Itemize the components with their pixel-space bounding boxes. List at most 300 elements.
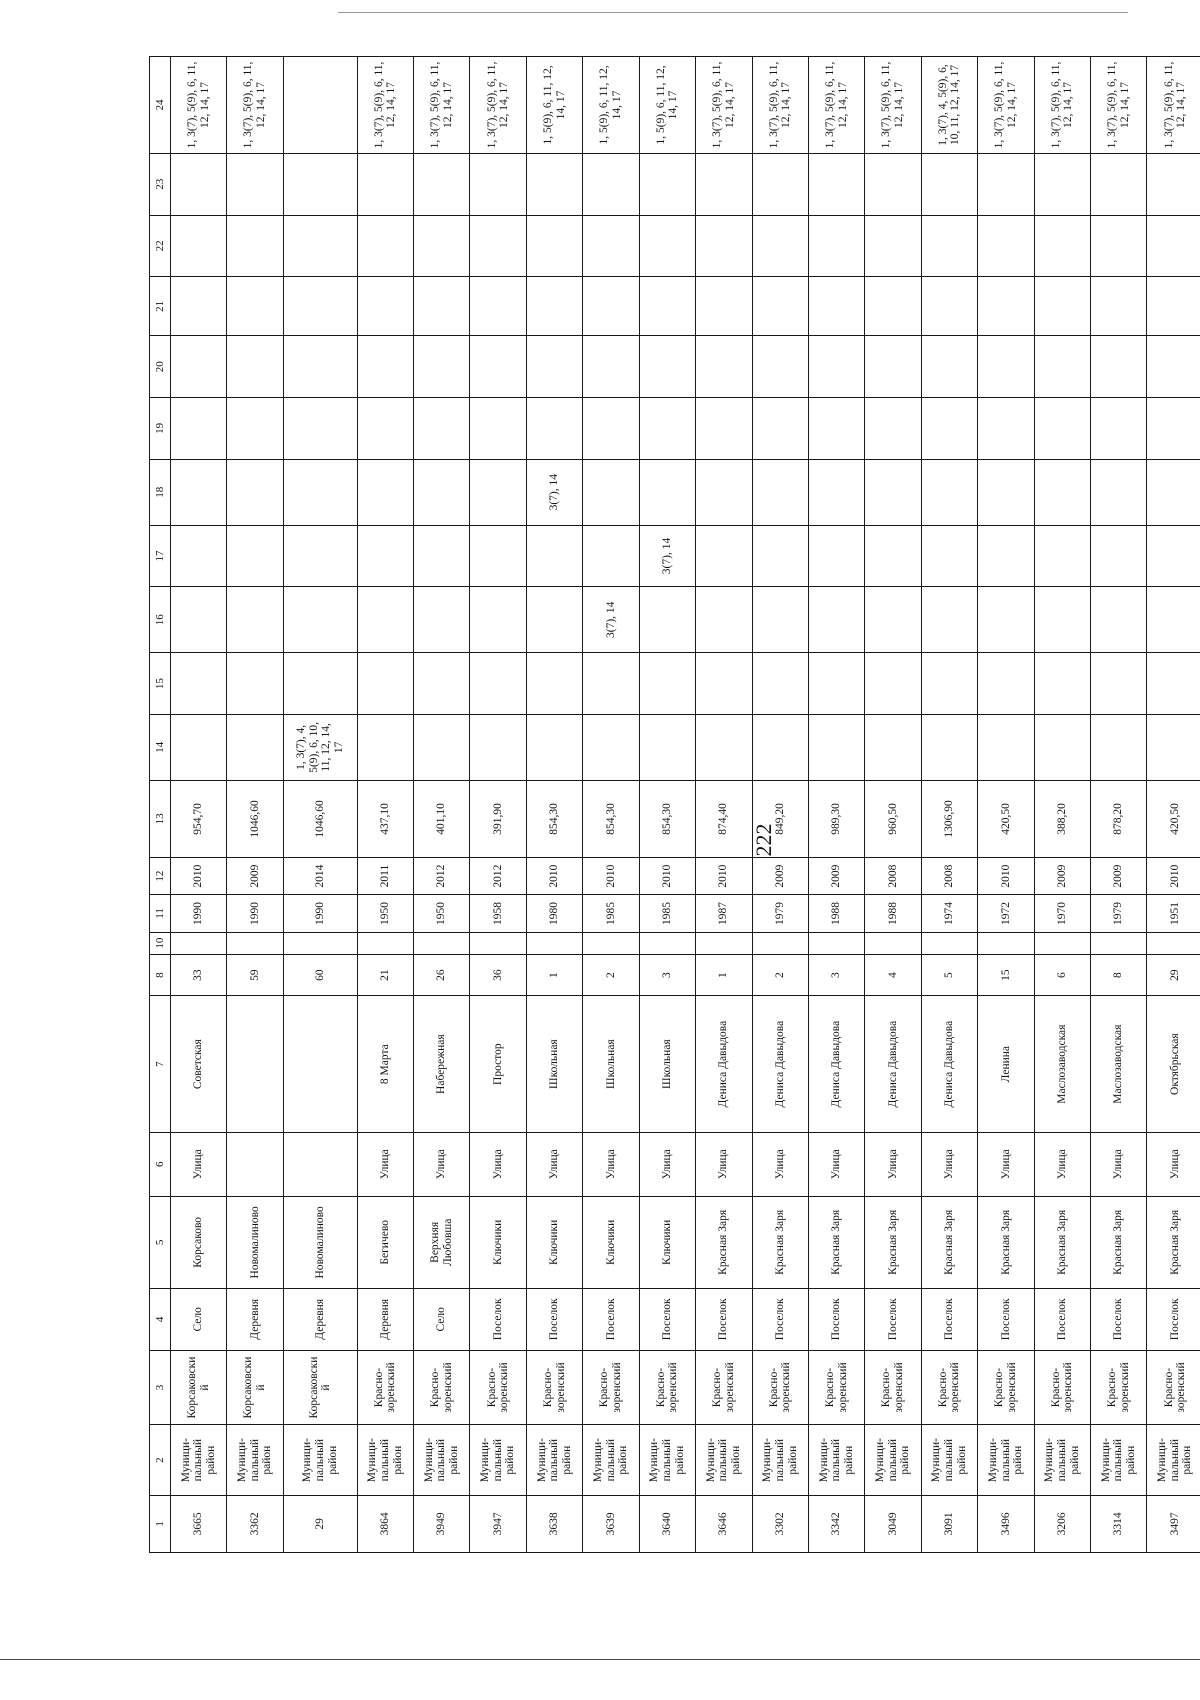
table-cell: Поселок xyxy=(526,1289,582,1351)
table-cell xyxy=(1090,336,1146,398)
table-cell xyxy=(283,525,357,587)
table-cell xyxy=(470,336,526,398)
table-cell: Муници-пальный район xyxy=(526,1425,582,1495)
table-cell: Поселок xyxy=(639,1289,695,1351)
table-cell: Улица xyxy=(752,1132,808,1196)
table-cell xyxy=(865,525,921,587)
table-cell xyxy=(696,714,752,780)
table-cell xyxy=(227,336,283,398)
table-cell xyxy=(283,215,357,277)
table-cell xyxy=(227,587,283,653)
table-cell xyxy=(639,215,695,277)
table-cell xyxy=(227,525,283,587)
table-cell: Муници-пальный район xyxy=(978,1425,1034,1495)
table-cell xyxy=(921,153,977,215)
table-cell xyxy=(696,932,752,954)
table-cell xyxy=(283,459,357,525)
table-cell: 1979 xyxy=(752,895,808,932)
table-row xyxy=(414,57,470,1553)
table-cell: Бегичево xyxy=(357,1196,413,1288)
column-header: 2 xyxy=(150,1425,171,1495)
table-cell: 1, 3(7), 5(9), 6, 11, 12, 14, 17 xyxy=(171,57,227,154)
table-cell: Красно-зоренский xyxy=(808,1350,864,1425)
table-cell xyxy=(1034,398,1090,460)
table-cell: 1958 xyxy=(470,895,526,932)
table-cell: Красная Заря xyxy=(865,1196,921,1288)
table-cell xyxy=(1090,714,1146,780)
table-cell xyxy=(171,336,227,398)
table-cell: 6 xyxy=(1034,954,1090,996)
page-number-text: 222 xyxy=(751,823,776,857)
column-header: 11 xyxy=(150,895,171,932)
table-cell: Красно-зоренский xyxy=(865,1350,921,1425)
table-cell: 2010 xyxy=(171,857,227,894)
table-cell: Корсаковский xyxy=(171,1350,227,1425)
table-cell xyxy=(1147,277,1200,336)
table-cell: Муници-пальный район xyxy=(1147,1425,1200,1495)
table-cell xyxy=(526,215,582,277)
table-cell xyxy=(921,215,977,277)
table-cell: Улица xyxy=(357,1132,413,1196)
table-cell xyxy=(583,459,639,525)
table-cell: Школьная xyxy=(526,996,582,1132)
table-cell: Поселок xyxy=(921,1289,977,1351)
table-cell xyxy=(1090,653,1146,715)
table-cell xyxy=(283,1132,357,1196)
table-cell xyxy=(171,525,227,587)
column-header: 19 xyxy=(150,398,171,460)
table-cell xyxy=(752,653,808,715)
table-cell xyxy=(865,653,921,715)
column-header: 21 xyxy=(150,277,171,336)
table-cell xyxy=(752,932,808,954)
table-cell xyxy=(357,336,413,398)
table-cell xyxy=(357,653,413,715)
table-cell: 29 xyxy=(283,1495,357,1552)
table-cell: 3342 xyxy=(808,1495,864,1552)
table-cell: 3947 xyxy=(470,1495,526,1552)
table-cell: Красно-зоренский xyxy=(1034,1350,1090,1425)
table-cell xyxy=(1147,932,1200,954)
table-cell: Корсаковский xyxy=(227,1350,283,1425)
table-cell xyxy=(808,525,864,587)
table-cell: 3362 xyxy=(227,1495,283,1552)
table-cell xyxy=(696,398,752,460)
table-cell xyxy=(583,277,639,336)
table-body xyxy=(171,57,1200,1553)
table-cell xyxy=(171,398,227,460)
table-cell xyxy=(1090,932,1146,954)
table-cell xyxy=(865,277,921,336)
table-cell xyxy=(357,525,413,587)
table-cell: Дениса Давыдова xyxy=(865,996,921,1132)
table-cell: 1990 xyxy=(171,895,227,932)
table-cell: Ключики xyxy=(583,1196,639,1288)
table-cell: Муници-пальный район xyxy=(171,1425,227,1495)
table-cell: 3091 xyxy=(921,1495,977,1552)
table-cell xyxy=(470,398,526,460)
table-cell: Муници-пальный район xyxy=(1034,1425,1090,1495)
table-cell: 2012 xyxy=(414,857,470,894)
table-cell: 1972 xyxy=(978,895,1034,932)
table-cell xyxy=(921,714,977,780)
table-cell xyxy=(865,459,921,525)
table-cell: 1, 3(7), 5(9), 6, 11, 12, 14, 17 xyxy=(357,57,413,154)
table-cell xyxy=(1034,459,1090,525)
table-cell: Красная Заря xyxy=(752,1196,808,1288)
table-cell: 1979 xyxy=(1090,895,1146,932)
table-cell xyxy=(639,459,695,525)
table-cell xyxy=(1147,653,1200,715)
table-cell: 989,30 xyxy=(808,780,864,857)
table-cell: Красно-зоренский xyxy=(583,1350,639,1425)
table-cell: 8 xyxy=(1090,954,1146,996)
table-cell: Ключики xyxy=(526,1196,582,1288)
table-cell: 1, 3(7), 5(9), 6, 11, 12, 14, 17 xyxy=(1147,57,1200,154)
table-cell: Красно-зоренский xyxy=(526,1350,582,1425)
table-cell xyxy=(171,653,227,715)
table-cell xyxy=(414,459,470,525)
column-header: 22 xyxy=(150,215,171,277)
table-cell: 1, 5(9), 6, 11, 12, 14, 17 xyxy=(526,57,582,154)
table-cell: Красно-зоренский xyxy=(752,1350,808,1425)
table-cell: 3646 xyxy=(696,1495,752,1552)
table-cell: Школьная xyxy=(639,996,695,1132)
table-cell xyxy=(978,398,1034,460)
table-cell: Поселок xyxy=(1147,1289,1200,1351)
table-cell xyxy=(1147,525,1200,587)
table-cell: 1970 xyxy=(1034,895,1090,932)
table-cell: Муници-пальный район xyxy=(227,1425,283,1495)
table-cell: Верхняя Любовша xyxy=(414,1196,470,1288)
table-cell: 1, 5(9), 6, 11, 12, 14, 17 xyxy=(583,57,639,154)
table-cell: Дениса Давыдова xyxy=(752,996,808,1132)
table-cell xyxy=(526,153,582,215)
table-cell: 1046,60 xyxy=(283,780,357,857)
table-cell xyxy=(414,336,470,398)
table-cell: 1985 xyxy=(583,895,639,932)
table-cell: Поселок xyxy=(470,1289,526,1351)
table-row xyxy=(526,57,582,1553)
table-cell xyxy=(696,153,752,215)
table-cell xyxy=(171,459,227,525)
table-cell xyxy=(1147,215,1200,277)
table-cell xyxy=(526,714,582,780)
table-cell xyxy=(752,459,808,525)
column-header: 6 xyxy=(150,1132,171,1196)
table-cell xyxy=(978,215,1034,277)
table-cell: 388,20 xyxy=(1034,780,1090,857)
table-cell xyxy=(696,336,752,398)
table-cell: 33 xyxy=(171,954,227,996)
table-cell: Дениса Давыдова xyxy=(696,996,752,1132)
table-cell xyxy=(470,653,526,715)
table-row xyxy=(1147,57,1200,1553)
table-cell: Поселок xyxy=(865,1289,921,1351)
table-row xyxy=(639,57,695,1553)
table-cell xyxy=(470,277,526,336)
table-cell: 2012 xyxy=(470,857,526,894)
table-cell: 401,10 xyxy=(414,780,470,857)
table-row xyxy=(1090,57,1146,1553)
table-cell xyxy=(470,215,526,277)
table-cell xyxy=(1090,215,1146,277)
table-cell: Улица xyxy=(808,1132,864,1196)
table-cell: Улица xyxy=(414,1132,470,1196)
table-cell xyxy=(526,653,582,715)
table-cell xyxy=(696,277,752,336)
table-cell: Ключики xyxy=(639,1196,695,1288)
table-cell: Красная Заря xyxy=(808,1196,864,1288)
table-cell: 3 xyxy=(808,954,864,996)
table-cell xyxy=(227,277,283,336)
table-cell xyxy=(227,153,283,215)
table-cell xyxy=(470,714,526,780)
table-cell: Муници-пальный район xyxy=(639,1425,695,1495)
table-cell xyxy=(1090,459,1146,525)
table-cell: Улица xyxy=(865,1132,921,1196)
table-row xyxy=(865,57,921,1553)
table-cell: 21 xyxy=(357,954,413,996)
table-cell xyxy=(171,587,227,653)
table-cell: Красно-зоренский xyxy=(639,1350,695,1425)
table-cell: 3206 xyxy=(1034,1495,1090,1552)
table-cell xyxy=(357,932,413,954)
table-cell: 1, 3(7), 4, 5(9), 6, 10, 11, 12, 14, 17 xyxy=(283,714,357,780)
table-cell: Красно-зоренский xyxy=(357,1350,413,1425)
table-cell: Красно-зоренский xyxy=(470,1350,526,1425)
table-cell: 1985 xyxy=(639,895,695,932)
table-cell: 4 xyxy=(865,954,921,996)
table-cell: Улица xyxy=(1034,1132,1090,1196)
table-cell xyxy=(470,153,526,215)
table-cell xyxy=(583,398,639,460)
table-cell: 26 xyxy=(414,954,470,996)
table-cell: 3864 xyxy=(357,1495,413,1552)
column-header: 12 xyxy=(150,857,171,894)
column-header: 24 xyxy=(150,57,171,154)
table-cell xyxy=(639,153,695,215)
table-cell xyxy=(865,587,921,653)
table-cell: 2014 xyxy=(283,857,357,894)
table-cell: 3496 xyxy=(978,1495,1034,1552)
table-cell xyxy=(1147,459,1200,525)
table-cell: Советская xyxy=(171,996,227,1132)
table-row xyxy=(752,57,808,1553)
table-cell xyxy=(171,215,227,277)
table-cell: 849,20 xyxy=(752,780,808,857)
table-cell xyxy=(639,653,695,715)
column-header: 16 xyxy=(150,587,171,653)
table-cell xyxy=(978,153,1034,215)
table-cell xyxy=(470,459,526,525)
table-cell: Маслозаводская xyxy=(1090,996,1146,1132)
table-cell: Муници-пальный район xyxy=(808,1425,864,1495)
table-cell: Деревня xyxy=(357,1289,413,1351)
table-cell: Улица xyxy=(526,1132,582,1196)
table-row xyxy=(696,57,752,1553)
table-cell: 2 xyxy=(752,954,808,996)
table-cell: Красно-зоренский xyxy=(1090,1350,1146,1425)
table-cell xyxy=(1090,525,1146,587)
table-row xyxy=(171,57,227,1553)
table-cell: 15 xyxy=(978,954,1034,996)
table-cell: 2009 xyxy=(1034,857,1090,894)
table-cell xyxy=(921,336,977,398)
table-cell xyxy=(696,525,752,587)
table-cell xyxy=(283,153,357,215)
table-cell: 437,10 xyxy=(357,780,413,857)
table-cell: 3949 xyxy=(414,1495,470,1552)
table-cell: Поселок xyxy=(696,1289,752,1351)
table-cell: 3314 xyxy=(1090,1495,1146,1552)
table-cell: Ключики xyxy=(470,1196,526,1288)
bottom-rule xyxy=(0,1659,1200,1660)
table-cell: Красно-зоренский xyxy=(1147,1350,1200,1425)
data-table xyxy=(149,56,1200,1553)
column-header: 18 xyxy=(150,459,171,525)
table-cell: 1046,60 xyxy=(227,780,283,857)
column-header: 1 xyxy=(150,1495,171,1552)
table-cell: Деревня xyxy=(283,1289,357,1351)
table-cell: 854,30 xyxy=(639,780,695,857)
table-cell xyxy=(583,153,639,215)
table-cell: 1980 xyxy=(526,895,582,932)
table-cell xyxy=(1034,525,1090,587)
table-cell: Красная Заря xyxy=(1147,1196,1200,1288)
table-cell xyxy=(921,525,977,587)
column-header: 23 xyxy=(150,153,171,215)
table-cell: 1, 3(7), 5(9), 6, 11, 12, 14, 17 xyxy=(696,57,752,154)
table-row xyxy=(978,57,1034,1553)
column-header: 14 xyxy=(150,714,171,780)
table-row xyxy=(227,57,283,1553)
table-cell: 420,50 xyxy=(1147,780,1200,857)
table-cell: Набережная xyxy=(414,996,470,1132)
column-header: 4 xyxy=(150,1289,171,1351)
table-cell xyxy=(639,587,695,653)
table-cell xyxy=(583,714,639,780)
table-cell xyxy=(227,714,283,780)
table-cell: Корсаково xyxy=(171,1196,227,1288)
table-cell: 1951 xyxy=(1147,895,1200,932)
table-cell xyxy=(808,459,864,525)
table-cell xyxy=(808,398,864,460)
table-cell: Красная Заря xyxy=(1090,1196,1146,1288)
table-cell: 3640 xyxy=(639,1495,695,1552)
table-cell: 2010 xyxy=(696,857,752,894)
table-cell xyxy=(865,336,921,398)
table-cell xyxy=(357,459,413,525)
table-cell xyxy=(752,714,808,780)
table-cell xyxy=(1034,215,1090,277)
table-cell xyxy=(583,215,639,277)
table-cell: Муници-пальный район xyxy=(1090,1425,1146,1495)
table-cell xyxy=(526,587,582,653)
table-cell xyxy=(526,336,582,398)
table-cell: Маслозаводская xyxy=(1034,996,1090,1132)
table-row xyxy=(357,57,413,1553)
table-cell xyxy=(978,653,1034,715)
table-cell xyxy=(283,996,357,1132)
table-cell xyxy=(227,1132,283,1196)
table-cell xyxy=(808,587,864,653)
table-row xyxy=(1034,57,1090,1553)
table-cell: 960,50 xyxy=(865,780,921,857)
column-header: 13 xyxy=(150,780,171,857)
table-cell: 3639 xyxy=(583,1495,639,1552)
table-cell: Село xyxy=(414,1289,470,1351)
table-cell: 2009 xyxy=(227,857,283,894)
table-cell: 2009 xyxy=(808,857,864,894)
table-cell: Деревня xyxy=(227,1289,283,1351)
table-cell: 1, 3(7), 5(9), 6, 11, 12, 14, 17 xyxy=(1034,57,1090,154)
table-row xyxy=(808,57,864,1553)
table-cell: Улица xyxy=(978,1132,1034,1196)
table-cell: 2010 xyxy=(583,857,639,894)
table-cell xyxy=(639,277,695,336)
table-cell xyxy=(978,714,1034,780)
table-cell: Октябрьская xyxy=(1147,996,1200,1132)
table-cell xyxy=(1090,587,1146,653)
table-cell xyxy=(414,587,470,653)
table-row xyxy=(283,57,357,1553)
table-cell xyxy=(357,714,413,780)
table-cell: 3(7), 14 xyxy=(526,459,582,525)
table-cell: Красная Заря xyxy=(921,1196,977,1288)
table-cell: Улица xyxy=(1147,1132,1200,1196)
table-cell: 2010 xyxy=(639,857,695,894)
table-cell: Красная Заря xyxy=(978,1196,1034,1288)
table-cell: Муници-пальный район xyxy=(583,1425,639,1495)
table-cell xyxy=(414,653,470,715)
table-cell xyxy=(171,714,227,780)
table-cell: 1974 xyxy=(921,895,977,932)
table-cell xyxy=(1090,277,1146,336)
table-cell xyxy=(978,336,1034,398)
table-cell: Поселок xyxy=(1034,1289,1090,1351)
table-cell xyxy=(414,714,470,780)
table-cell xyxy=(171,153,227,215)
table-cell xyxy=(808,714,864,780)
table-cell: 1 xyxy=(526,954,582,996)
table-cell: 1306,90 xyxy=(921,780,977,857)
table-cell: Простор xyxy=(470,996,526,1132)
table-cell: Дениса Давыдова xyxy=(808,996,864,1132)
table-cell xyxy=(1090,153,1146,215)
table-cell xyxy=(227,398,283,460)
table-cell xyxy=(470,525,526,587)
table-cell xyxy=(639,398,695,460)
table-cell: 2009 xyxy=(1090,857,1146,894)
table-cell: 3(7), 14 xyxy=(583,587,639,653)
table-cell xyxy=(470,587,526,653)
table-cell: Улица xyxy=(1090,1132,1146,1196)
table-cell xyxy=(808,653,864,715)
table-cell: Муници-пальный район xyxy=(865,1425,921,1495)
column-header: 20 xyxy=(150,336,171,398)
table-cell xyxy=(808,153,864,215)
table-cell: Поселок xyxy=(583,1289,639,1351)
table-cell xyxy=(283,57,357,154)
table-cell: Улица xyxy=(696,1132,752,1196)
table-cell xyxy=(696,587,752,653)
table-cell xyxy=(1034,653,1090,715)
table-cell: Муници-пальный район xyxy=(357,1425,413,1495)
table-cell: Корсаковский xyxy=(283,1350,357,1425)
table-cell xyxy=(583,336,639,398)
table-cell: 3(7), 14 xyxy=(639,525,695,587)
